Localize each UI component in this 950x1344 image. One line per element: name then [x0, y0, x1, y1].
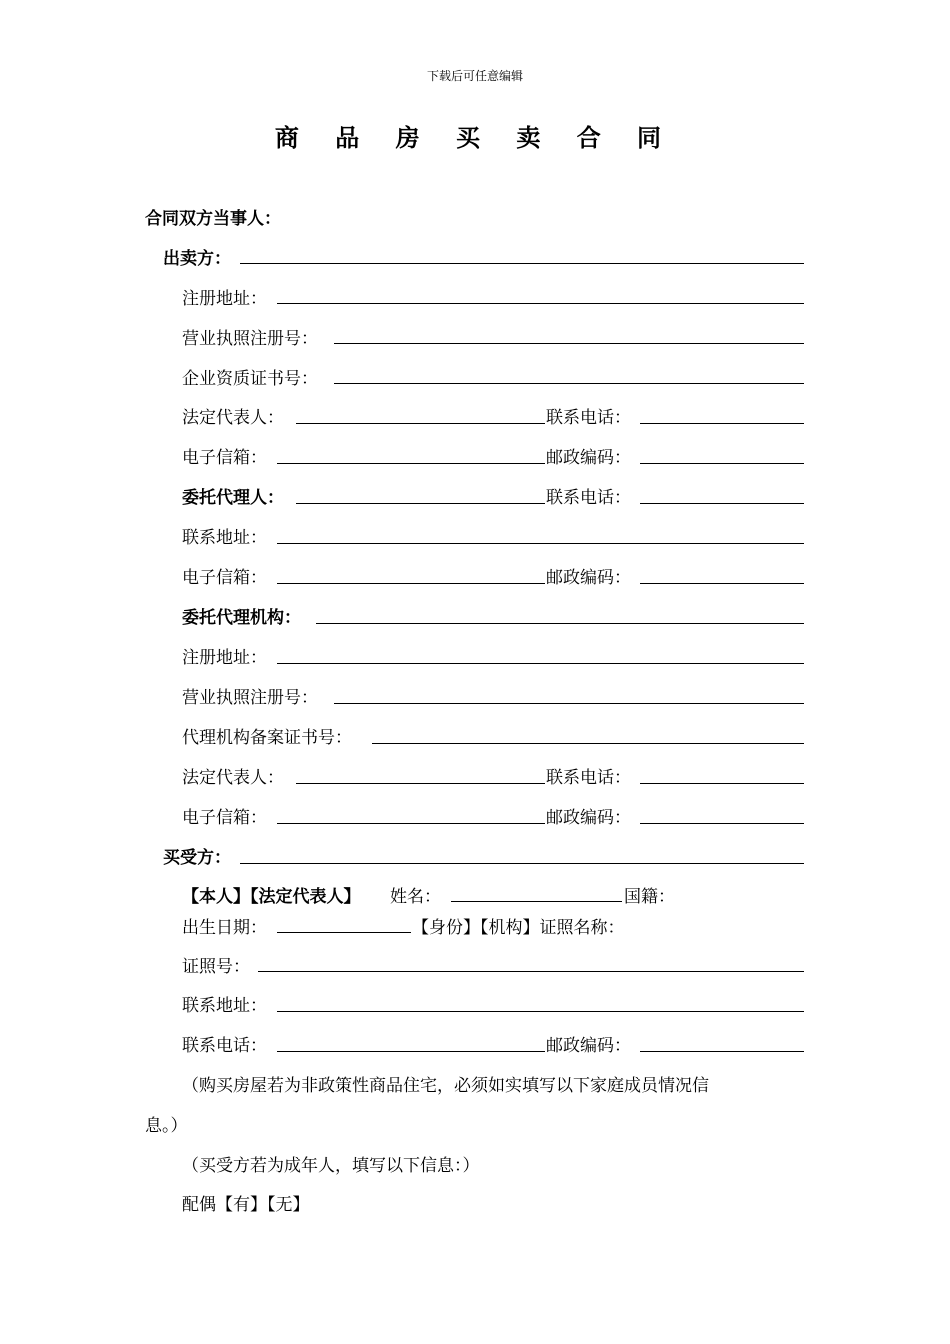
- id-type-options: 【身份】【机构】证照名称：: [412, 918, 625, 938]
- agency-registered-address-field[interactable]: [277, 663, 804, 664]
- birth-date-field[interactable]: [277, 932, 411, 933]
- agent-phone-label: 联系电话：: [546, 488, 631, 508]
- legal-rep-field[interactable]: [296, 423, 545, 424]
- postal-code-label: 邮政编码：: [546, 448, 631, 468]
- email-field[interactable]: [277, 463, 545, 464]
- agency-business-license-field[interactable]: [334, 703, 804, 704]
- registered-address-field[interactable]: [277, 303, 804, 304]
- buyer-phone-field[interactable]: [277, 1051, 545, 1052]
- adult-info-note: （买受方若为成年人，填写以下信息：）: [182, 1156, 480, 1176]
- seller-name-field[interactable]: [240, 263, 804, 264]
- spouse-options: 配偶【有】【无】: [182, 1195, 310, 1215]
- agency-label: 委托代理机构：: [182, 608, 301, 628]
- postal-code-field[interactable]: [640, 463, 804, 464]
- phone-field[interactable]: [640, 423, 804, 424]
- buyer-role-options: 【本人】【法定代表人】: [182, 887, 361, 907]
- birth-date-label: 出生日期：: [182, 918, 267, 938]
- agency-business-license-label: 营业执照注册号：: [182, 688, 318, 708]
- parties-heading: 合同双方当事人：: [145, 209, 281, 229]
- buyer-address-field[interactable]: [277, 1011, 804, 1012]
- business-license-label: 营业执照注册号：: [182, 329, 318, 349]
- agency-email-field[interactable]: [277, 823, 545, 824]
- agency-filing-cert-field[interactable]: [372, 743, 804, 744]
- agent-field[interactable]: [296, 503, 545, 504]
- buyer-name-field[interactable]: [240, 863, 804, 864]
- nationality-label: 国籍：: [624, 887, 675, 907]
- phone-label: 联系电话：: [546, 408, 631, 428]
- agency-field[interactable]: [316, 623, 804, 624]
- email-label: 电子信箱：: [182, 448, 267, 468]
- agent-email-label: 电子信箱：: [182, 568, 267, 588]
- buyer-name-label: 姓名：: [390, 887, 441, 907]
- agent-email-field[interactable]: [277, 583, 545, 584]
- business-license-field[interactable]: [334, 343, 804, 344]
- agency-phone-field[interactable]: [640, 783, 804, 784]
- buyer-phone-label: 联系电话：: [182, 1036, 267, 1056]
- id-number-label: 证照号：: [182, 957, 250, 977]
- agency-registered-address-label: 注册地址：: [182, 648, 267, 668]
- agency-legal-rep-label: 法定代表人：: [182, 768, 284, 788]
- buyer-postal-code-field[interactable]: [640, 1051, 804, 1052]
- id-number-field[interactable]: [258, 971, 804, 972]
- buyer-address-label: 联系地址：: [182, 996, 267, 1016]
- agency-filing-cert-label: 代理机构备案证书号：: [182, 728, 352, 748]
- qualification-cert-field[interactable]: [334, 383, 804, 384]
- agency-email-label: 电子信箱：: [182, 808, 267, 828]
- legal-rep-label: 法定代表人：: [182, 408, 284, 428]
- agent-address-field[interactable]: [277, 543, 804, 544]
- agent-postal-code-label: 邮政编码：: [546, 568, 631, 588]
- agent-label: 委托代理人：: [182, 488, 284, 508]
- document-title: 商 品 房 买 卖 合 同: [274, 124, 676, 152]
- agent-phone-field[interactable]: [640, 503, 804, 504]
- seller-label: 出卖方：: [163, 249, 231, 269]
- registered-address-label: 注册地址：: [182, 289, 267, 309]
- agency-legal-rep-field[interactable]: [296, 783, 545, 784]
- agent-postal-code-field[interactable]: [640, 583, 804, 584]
- family-info-note-line1: （购买房屋若为非政策性商品住宅，必须如实填写以下家庭成员情况信: [182, 1076, 709, 1096]
- agent-address-label: 联系地址：: [182, 528, 267, 548]
- family-info-note-line2: 息。）: [145, 1116, 188, 1136]
- buyer-label: 买受方：: [163, 848, 231, 868]
- header-note: 下载后可任意编辑: [426, 69, 523, 83]
- agency-postal-code-field[interactable]: [640, 823, 804, 824]
- qualification-cert-label: 企业资质证书号：: [182, 369, 318, 389]
- buyer-name-input-line[interactable]: [451, 901, 622, 902]
- agency-postal-code-label: 邮政编码：: [546, 808, 631, 828]
- buyer-postal-code-label: 邮政编码：: [546, 1036, 631, 1056]
- agency-phone-label: 联系电话：: [546, 768, 631, 788]
